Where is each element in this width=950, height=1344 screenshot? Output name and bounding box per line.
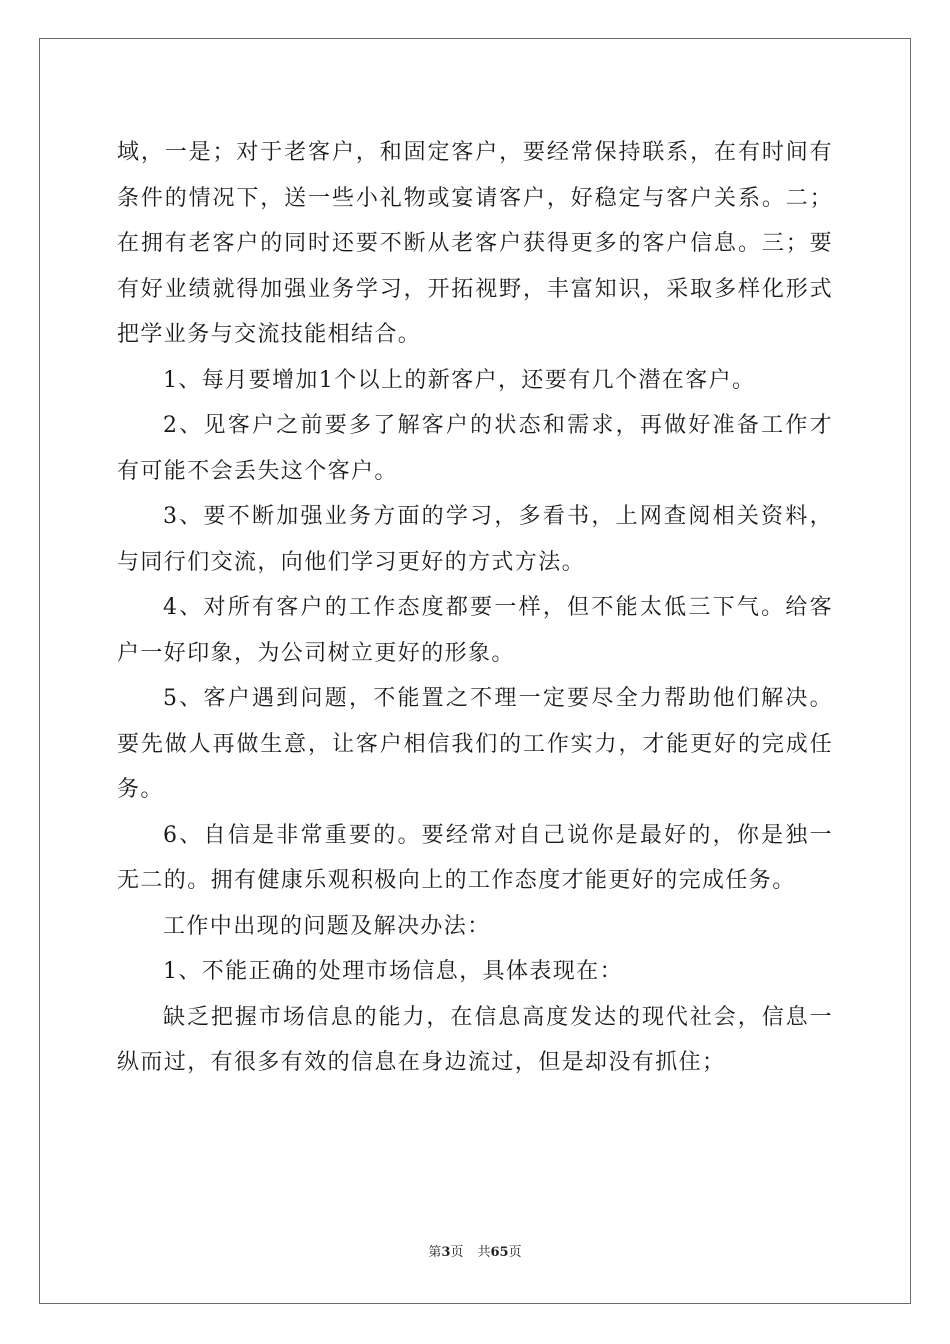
page-suffix: 页 — [450, 1245, 464, 1260]
paragraph-4: 4、对所有客户的工作态度都要一样，但不能太低三下气。给客户一好印象，为公司树立更好的形象。 — [117, 595, 833, 666]
page-prefix: 第 — [428, 1245, 442, 1260]
paragraph-8: 1、不能正确的处理市场信息，具体表现在： — [163, 959, 623, 984]
section-heading: 工作中出现的问题及解决办法： — [163, 913, 491, 939]
total-prefix: 共 — [477, 1245, 491, 1260]
page-total: 65 — [490, 1245, 509, 1260]
paragraph-0: 域，一是；对于老客户，和固定客户，要经常保持联系，在有时间有条件的情况下，送一些小礼物或宴请客户，好稳定与客户关系。二；在拥有老客户的同时还要不断从老客户获得更多的客户信息。三；要有好业绩就得加强业务学习，开拓视野，丰富知识，采取多样化形式把学业务与交流技能相结合。 — [117, 140, 833, 347]
page-footer — [0, 1244, 950, 1262]
document-body — [117, 130, 833, 1086]
paragraph-5: 5、客户遇到问题，不能置之不理一定要尽全力帮助他们解决。要先做人再做生意，让客户相信我们的工作实力，才能更好的完成任务。 — [117, 686, 833, 802]
total-suffix: 页 — [508, 1245, 522, 1260]
paragraph-9: 缺乏把握市场信息的能力，在信息高度发达的现代社会，信息一纵而过，有很多有效的信息在身边流过，但是却没有抓住； — [117, 1004, 833, 1075]
paragraph-2: 2、见客户之前要多了解客户的状态和需求，再做好准备工作才有可能不会丢失这个客户。 — [117, 413, 833, 484]
paragraph-6: 6、自信是非常重要的。要经常对自己说你是最好的，你是独一无二的。拥有健康乐观积极向上的工作态度才能更好的完成任务。 — [117, 822, 833, 893]
paragraph-1: 1、每月要增加1个以上的新客户，还要有几个潜在客户。 — [163, 367, 756, 393]
page-number: 3 — [441, 1245, 451, 1260]
paragraph-3: 3、要不断加强业务方面的学习，多看书，上网查阅相关资料，与同行们交流，向他们学习更好的方式方法。 — [117, 504, 833, 575]
